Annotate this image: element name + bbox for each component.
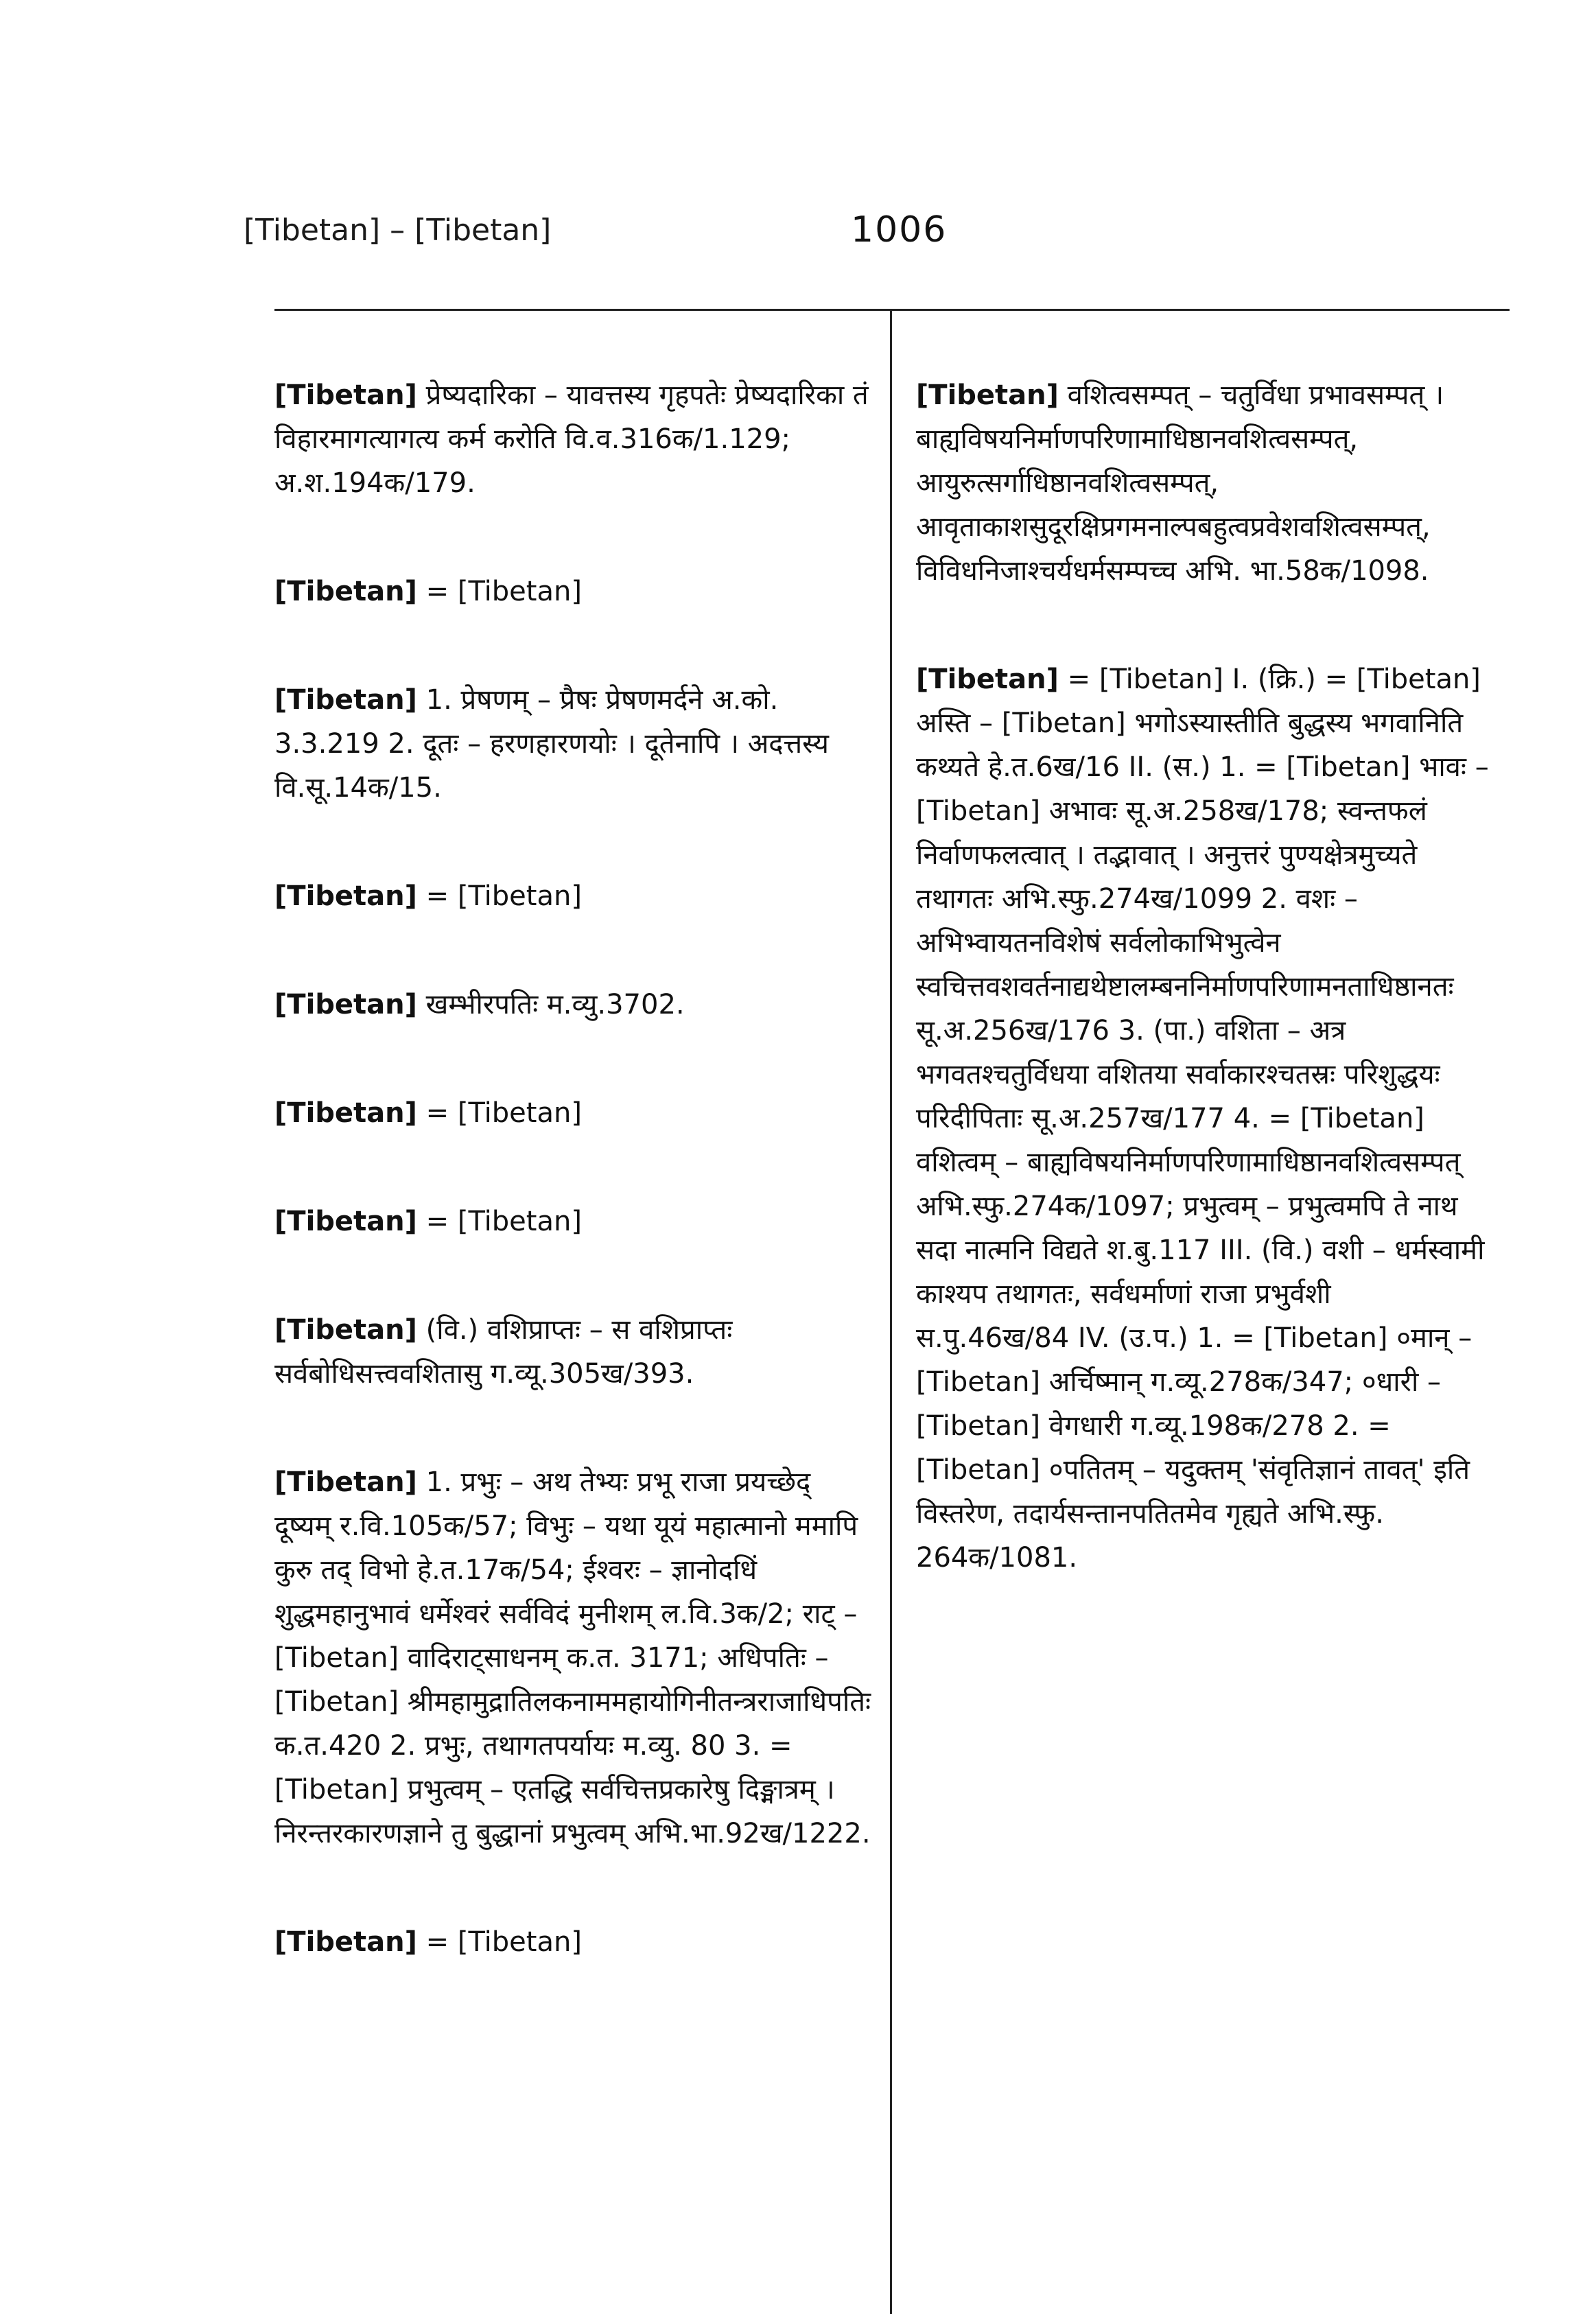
header-rule bbox=[274, 309, 1510, 311]
left-column bbox=[274, 329, 871, 2029]
entry-headword: [Tibetan] bbox=[274, 989, 417, 1020]
dictionary-entry bbox=[274, 1920, 871, 1964]
entry-text: 1. प्रेषणम् – प्रैषः प्रेषणमर्दने अ.को. 3.3.219 2. दूतः – हरणहारणयोः । दूतेनापि । अदत्तस्य वि.सू.14क/15. bbox=[274, 684, 829, 804]
entry-headword: [Tibetan] bbox=[274, 1314, 417, 1346]
entry-headword: [Tibetan] bbox=[274, 880, 417, 912]
entry-headword: [Tibetan] bbox=[916, 664, 1059, 695]
dictionary-entry bbox=[274, 1091, 871, 1135]
entry-headword: [Tibetan] bbox=[274, 379, 417, 411]
entry-text: (वि.) वशिप्राप्तः – स वशिप्राप्तः सर्वबोधिसत्त्ववशितासु ग.व्यू.305ख/393. bbox=[274, 1314, 733, 1390]
column-divider bbox=[890, 310, 892, 2314]
entry-text: = [Tibetan] bbox=[425, 880, 582, 912]
entry-headword: [Tibetan] bbox=[274, 684, 417, 716]
dictionary-entry bbox=[916, 373, 1492, 593]
right-column bbox=[916, 329, 1492, 1644]
entry-text: प्रेष्यदारिका – यावत्तस्य गृहपतेः प्रेष्यदारिका तं विहारमागत्यागत्य कर्म करोति वि.व.316क/1.129; अ.श.194क/179. bbox=[274, 379, 869, 499]
dictionary-entry bbox=[274, 678, 871, 810]
dictionary-entry bbox=[274, 983, 871, 1027]
entry-headword: [Tibetan] bbox=[274, 1206, 417, 1237]
entry-text: = [Tibetan] bbox=[425, 1926, 582, 1958]
entry-text: = [Tibetan] I. (क्रि.) = [Tibetan] अस्ति – [Tibetan] भगोऽस्यास्तीति बुद्धस्य भगवानिति कथ्यते हे.त.6ख/16 II. (स.) 1. = [Tibetan] भावः – [Tibetan] अभावः सू.अ.258ख/178; स्वन्तफलं निर्वाणफलत्वात् । तद्भावात् । अनुत्तरं पुण्यक्षेत्रमुच्यते तथागतः अभि.स्फु.274ख/1099 2. वशः – अभिभ्वायतनविशेषं सर्वलोकाभिभुत्वेन स्वचित्तवशवर्तनाद्यथेष्टालम्बननिर्माणपरिणामनताधिष्ठानतः सू.अ.256ख/176 3. (पा.) वशिता – अत्र भगवतश्चतुर्विधया वशितया सर्वाकारश्चतस्रः परिशुद्धयः परिदीपिताः सू.अ.257ख/177 4. = [Tibetan] वशित्वम् – बाह्यविषयनिर्माणपरिणामाधिष्ठानवशित्वसम्पत् अभि.स्फु.274क/1097; प्रभुत्वम् – प्रभुत्वमपि ते नाथ सदा नात्मनि विद्यते श.बु.117 III. (वि.) वशी – धर्मस्वामी काश्यप तथागतः, सर्वधर्माणां राजा प्रभुर्वशी स.पु.46ख/84 IV. (उ.प.) 1. = [Tibetan] ०मान् – [Tibetan] अर्चिष्मान् ग.व्यू.278क/347; ०धारी – [Tibetan] वेगधारी ग.व्यू.198क/278 2. = [Tibetan] ०पतितम् – यदुक्तम् 'संवृतिज्ञानं तावत्' इति विस्तरेण, तदार्यसन्तानपतितमेव गृह्यते अभि.स्फु. 264क/1081. bbox=[916, 664, 1489, 1574]
entry-text: = [Tibetan] bbox=[425, 576, 582, 607]
entry-headword: [Tibetan] bbox=[916, 379, 1059, 411]
entry-text: खम्भीरपतिः म.व्यु.3702. bbox=[425, 989, 685, 1020]
dictionary-entry bbox=[274, 874, 871, 918]
dictionary-entry bbox=[274, 373, 871, 505]
entry-text: = [Tibetan] bbox=[425, 1097, 582, 1129]
entry-headword: [Tibetan] bbox=[274, 1466, 417, 1498]
dictionary-entry bbox=[274, 1308, 871, 1396]
dictionary-entry bbox=[916, 657, 1492, 1580]
entry-headword: [Tibetan] bbox=[274, 576, 417, 607]
dictionary-entry bbox=[274, 1460, 871, 1856]
entry-text: वशित्वसम्पत् – चतुर्विधा प्रभावसम्पत् । बाह्यविषयनिर्माणपरिणामाधिष्ठानवशित्वसम्पत्, आयुरुत्सर्गाधिष्ठानवशित्वसम्पत्, आवृताकाशसुदूरक्षिप्रगमनाल्पबहुत्वप्रवेशवशित्वसम्पत्, विविधनिजाश्चर्यधर्मसम्पच्च अभि. भा.58क/1098. bbox=[916, 379, 1444, 587]
entry-text: = [Tibetan] bbox=[425, 1206, 582, 1237]
entry-headword: [Tibetan] bbox=[274, 1926, 417, 1958]
page-number: 1006 bbox=[851, 209, 948, 250]
dictionary-entry bbox=[274, 570, 871, 613]
running-head: [Tibetan] – [Tibetan] bbox=[244, 213, 552, 248]
dictionary-entry bbox=[274, 1200, 871, 1243]
entry-headword: [Tibetan] bbox=[274, 1097, 417, 1129]
entry-text: 1. प्रभुः – अथ तेभ्यः प्रभू राजा प्रयच्छेद् दूष्यम् र.वि.105क/57; विभुः – यथा यूयं महात्मानो ममापि कुरु तद् विभो हे.त.17क/54; ईश्वरः – ज्ञानोदधिं शुद्धमहानुभावं धर्मेश्वरं सर्वविदं मुनीशम् ल.वि.3क/2; राट् – [Tibetan] वादिराट्साधनम् क.त. 3171; अधिपतिः – [Tibetan] श्रीमहामुद्रातिलकनाममहायोगिनीतन्त्रराजाधिपतिः क.त.420 2. प्रभुः, तथागतपर्यायः म.व्यु. 80 3. = [Tibetan] प्रभुत्वम् – एतद्धि सर्वचित्तप्रकारेषु दिङ्मात्रम् । निरन्तरकारणज्ञाने तु बुद्धानां प्रभुत्वम् अभि.भा.92ख/1222. bbox=[274, 1466, 871, 1849]
